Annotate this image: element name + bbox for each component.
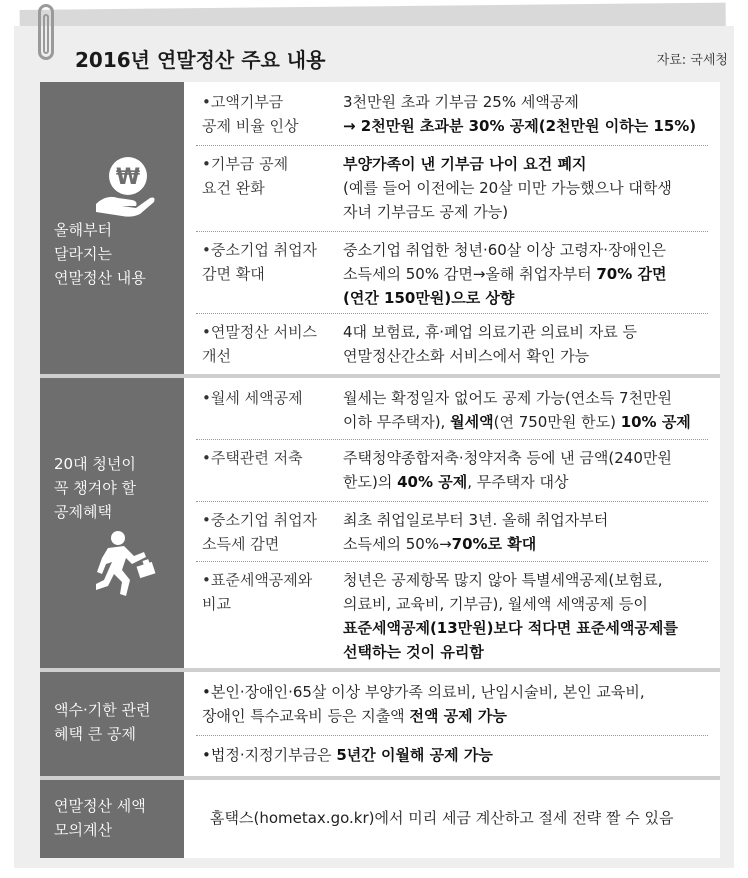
table-row bbox=[184, 146, 720, 232]
item-description: 최초 취업일로부터 3년. 올해 취업자부터 소득세의 50%→70%로 확대 bbox=[343, 511, 609, 553]
source-credit: 자료: 국세청 bbox=[656, 53, 728, 68]
hand-won-icon bbox=[92, 154, 158, 218]
table-row bbox=[184, 502, 720, 562]
item-description: 부양가족이 낸 기부금 나이 요건 폐지 (예를 들어 이전에는 20살 미만 가능했으나 대학생 자녀 기부금도 공제 가능) bbox=[343, 155, 672, 221]
table-row bbox=[184, 562, 720, 668]
section-simulation bbox=[40, 780, 720, 858]
section-body bbox=[184, 672, 720, 776]
item-description: •본인·장애인·65살 이상 부양가족 의료비, 난임시술비, 본인 교육비, 장애인 특수교육비 등은 지출액 전액 공제 가능 bbox=[202, 683, 645, 725]
item-label: •월세 세액공제 bbox=[202, 389, 303, 407]
section-label-text: 액수·기한 관련 혜택 큰 공제 bbox=[54, 701, 151, 743]
running-person-icon bbox=[94, 530, 158, 598]
section-body bbox=[184, 780, 720, 858]
item-description: 홈택스(hometax.go.kr)에서 미리 세금 계산하고 절세 전략 짤 수 있음 bbox=[210, 809, 674, 827]
paperclip-inner bbox=[43, 14, 49, 54]
table-row bbox=[184, 440, 720, 502]
item-label: •연말정산 서비스 개선 bbox=[202, 323, 318, 365]
item-label: •기부금 공제 요건 완화 bbox=[202, 155, 289, 197]
table-row bbox=[184, 780, 720, 858]
item-description: 청년은 공제항목 많지 않아 특별세액공제(보험료, 의료비, 교육비, 기부금), 월세액 세액공제 등이 표준세액공제(13만원)보다 적다면 표준세액공제를 선택하는 것이 유리함 bbox=[343, 571, 678, 661]
item-description: 주택청약종합저축·청약저축 등에 낸 금액(240만원 한도)의 40% 공제, 무주택자 대상 bbox=[343, 449, 672, 491]
section-body bbox=[184, 82, 720, 374]
section-youth bbox=[40, 378, 720, 668]
table-row bbox=[184, 378, 720, 440]
table-row bbox=[184, 736, 720, 776]
table-row bbox=[184, 82, 720, 146]
section-big-benefits bbox=[40, 672, 720, 776]
item-label: •고액기부금 공제 비율 인상 bbox=[202, 93, 299, 135]
item-label: •중소기업 취업자 감면 확대 bbox=[202, 241, 318, 283]
item-label: •주택관련 저축 bbox=[202, 449, 303, 467]
section-label-text: 20대 청년이 꼭 챙겨야 할 공제혜택 bbox=[54, 455, 136, 521]
item-description: 3천만원 초과 기부금 25% 세액공제 → 2천만원 초과분 30% 공제(2천만원 이하는 15%) bbox=[343, 93, 697, 135]
table-row bbox=[184, 314, 720, 374]
table-row bbox=[184, 672, 720, 736]
item-description: •법정·지정기부금은 5년간 이월해 공제 가능 bbox=[202, 746, 493, 764]
item-description: 중소기업 취업한 청년·60살 이상 고령자·장애인은 소득세의 50% 감면→올해 취업자부터 70% 감면 (연간 150만원)으로 상향 bbox=[343, 241, 667, 307]
page-title: 2016년 연말정산 주요 내용 bbox=[75, 48, 326, 72]
item-description: 월세는 확정일자 없어도 공제 가능(연소득 7천만원 이하 무주택자), 월세액(연 750만원 한도) 10% 공제 bbox=[343, 389, 691, 431]
section-label-text: 연말정산 세액 모의계산 bbox=[54, 797, 146, 839]
section-changes bbox=[40, 82, 720, 374]
svg-text:₩: ₩ bbox=[115, 165, 141, 190]
section-label bbox=[40, 672, 184, 776]
item-description: 4대 보험료, 휴·폐업 의료기관 의료비 자료 등 연말정산간소화 서비스에서 확인 가능 bbox=[343, 323, 638, 365]
section-label bbox=[40, 82, 184, 374]
section-body bbox=[184, 378, 720, 668]
table-row bbox=[184, 232, 720, 314]
section-label bbox=[40, 378, 184, 668]
section-label bbox=[40, 780, 184, 858]
section-label-text: 올해부터 달라지는 연말정산 내용 bbox=[54, 221, 146, 287]
item-label: •중소기업 취업자 소득세 감면 bbox=[202, 511, 318, 553]
item-label: •표준세액공제와 비교 bbox=[202, 571, 313, 613]
